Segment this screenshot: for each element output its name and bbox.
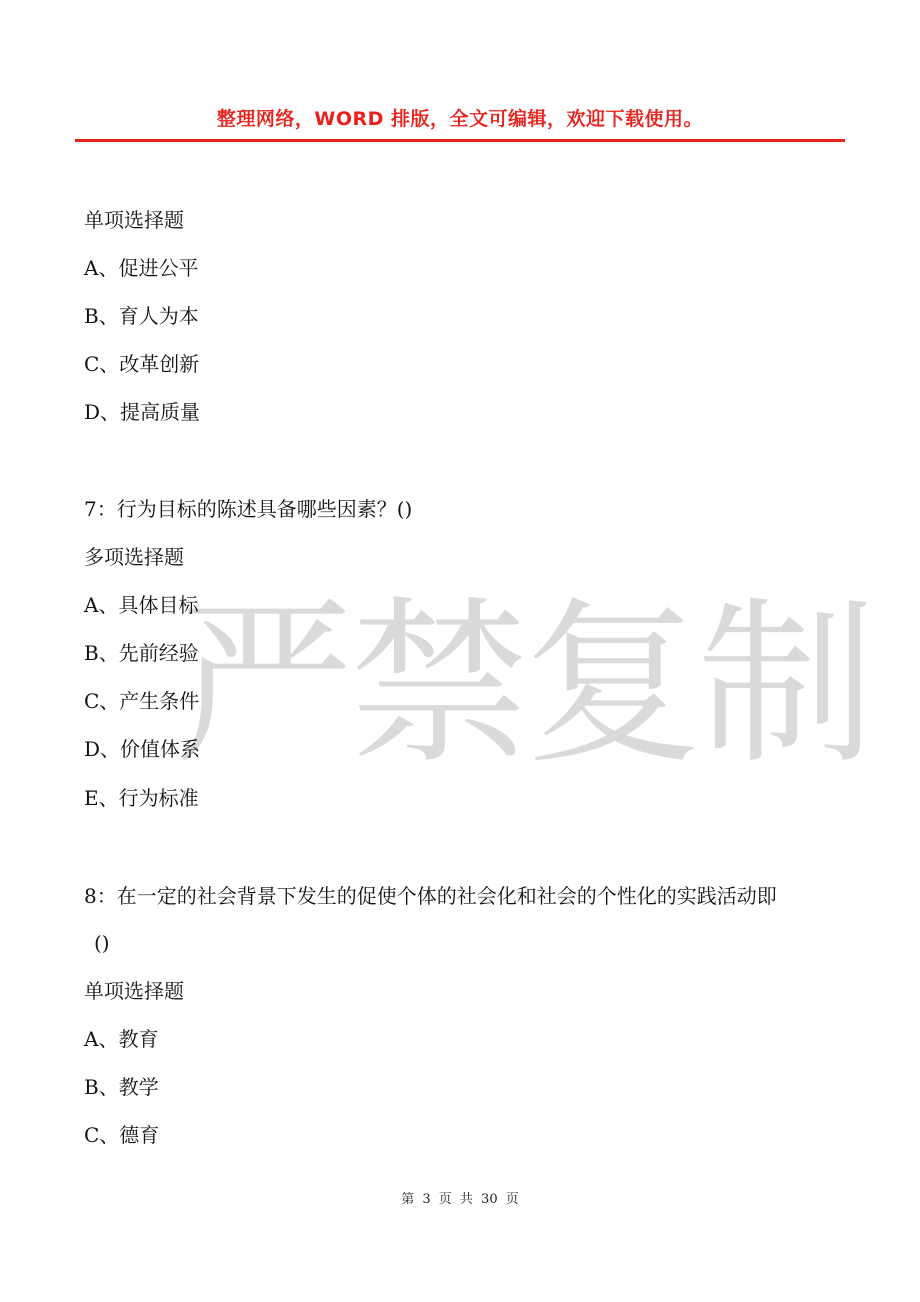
question8-prompt-line2: () <box>94 931 110 955</box>
question8-option-a: A、教育 <box>84 1027 159 1051</box>
question6-type: 单项选择题 <box>84 208 184 232</box>
question6-option-b: B、育人为本 <box>84 304 199 328</box>
question6-option-a: A、促进公平 <box>84 256 199 280</box>
question8-prompt-line1: 8：在一定的社会背景下发生的促使个体的社会化和社会的个性化的实践活动即 <box>84 884 777 908</box>
question7-option-c: C、产生条件 <box>84 689 200 713</box>
question7-option-e: E、行为标准 <box>84 786 199 810</box>
page-number: 第 3 页 共 30 页 <box>401 1192 519 1207</box>
question7-option-a: A、具体目标 <box>84 593 199 617</box>
header-notice: 整理网络，WORD 排版，全文可编辑，欢迎下载使用。 <box>216 108 704 130</box>
question8-option-c: C、德育 <box>84 1123 160 1147</box>
question8-option-b: B、教学 <box>84 1075 159 1099</box>
question7-type: 多项选择题 <box>84 545 184 569</box>
question7-option-d: D、价值体系 <box>84 737 201 761</box>
question6-option-c: C、改革创新 <box>84 352 200 376</box>
watermark: 严禁复制 <box>176 581 872 788</box>
header-divider <box>75 139 845 142</box>
question6-option-d: D、提高质量 <box>84 400 201 424</box>
question7-option-b: B、先前经验 <box>84 641 199 665</box>
question7-prompt: 7：行为目标的陈述具备哪些因素？() <box>84 497 413 521</box>
question8-type: 单项选择题 <box>84 979 184 1003</box>
